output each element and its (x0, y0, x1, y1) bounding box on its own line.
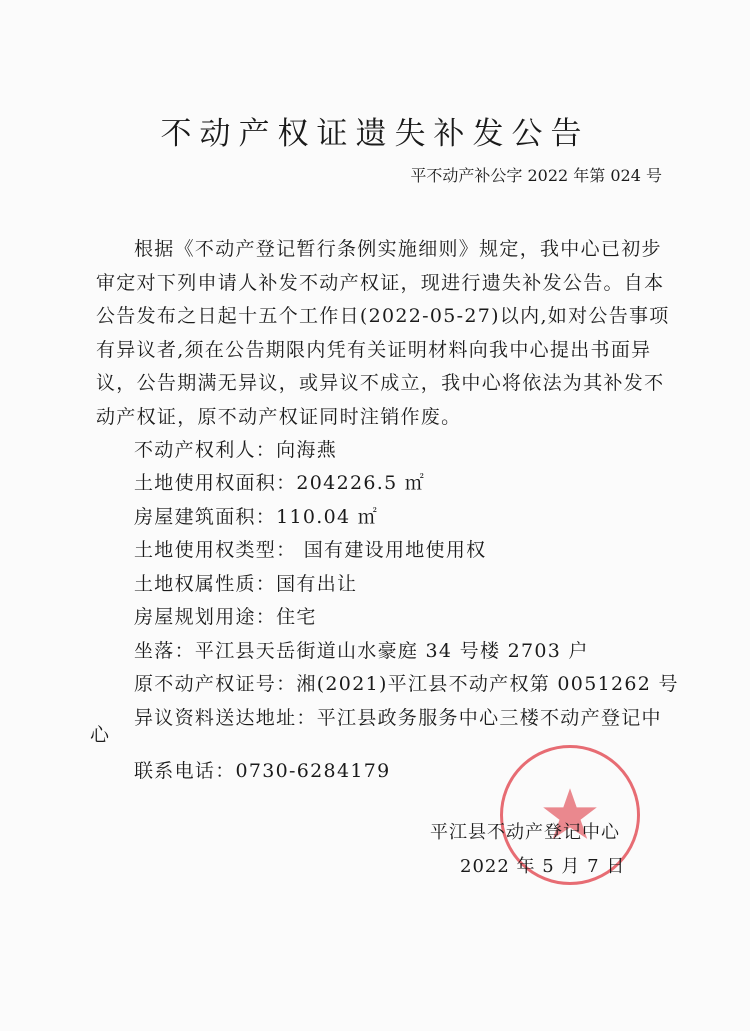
field-certificate-number: 原不动产权证号：湘(2021)平江县不动产权第 0051262 号 (134, 673, 679, 695)
field-objection-address-cont: 心 (90, 724, 111, 746)
signature-org: 平江县不动产登记中心 (430, 822, 620, 843)
field-objection-address: 异议资料送达地址：平江县政务服务中心三楼不动产登记中 (134, 707, 662, 729)
field-land-area: 土地使用权面积：204226.5 ㎡ (134, 472, 426, 494)
body-line: 动产权证，原不动产权证同时注销作废。 (96, 406, 462, 428)
document-number: 平不动产补公字 2022 年第 024 号 (410, 166, 662, 185)
field-land-nature: 土地权属性质：国有出让 (134, 573, 358, 595)
signature-date: 2022 年 5 月 7 日 (460, 856, 626, 877)
document-title: 不动产权证遗失补发公告 (160, 116, 590, 152)
field-location: 坐落：平江县天岳街道山水豪庭 34 号楼 2703 户 (134, 640, 589, 662)
field-phone: 联系电话：0730-6284179 (134, 760, 391, 782)
field-building-area: 房屋建筑面积：110.04 ㎡ (134, 506, 379, 528)
body-line: 公告发布之日起十五个工作日(2022-05-27)以内,如对公告事项 (96, 305, 670, 327)
field-land-type: 土地使用权类型： 国有建设用地使用权 (134, 539, 487, 561)
body-line: 审定对下列申请人补发不动产权证，现进行遗失补发公告。自本 (96, 272, 665, 294)
body-line: 有异议者,须在公告期限内凭有关证明材料向我中心提出书面异 (96, 339, 652, 361)
field-owner: 不动产权利人：向海燕 (134, 439, 338, 461)
body-line: 议，公告期满无异议，或异议不成立，我中心将依法为其补发不 (96, 372, 665, 394)
body-line: 根据《不动产登记暂行条例实施细则》规定，我中心已初步 (134, 238, 662, 260)
field-usage: 房屋规划用途：住宅 (134, 606, 317, 628)
